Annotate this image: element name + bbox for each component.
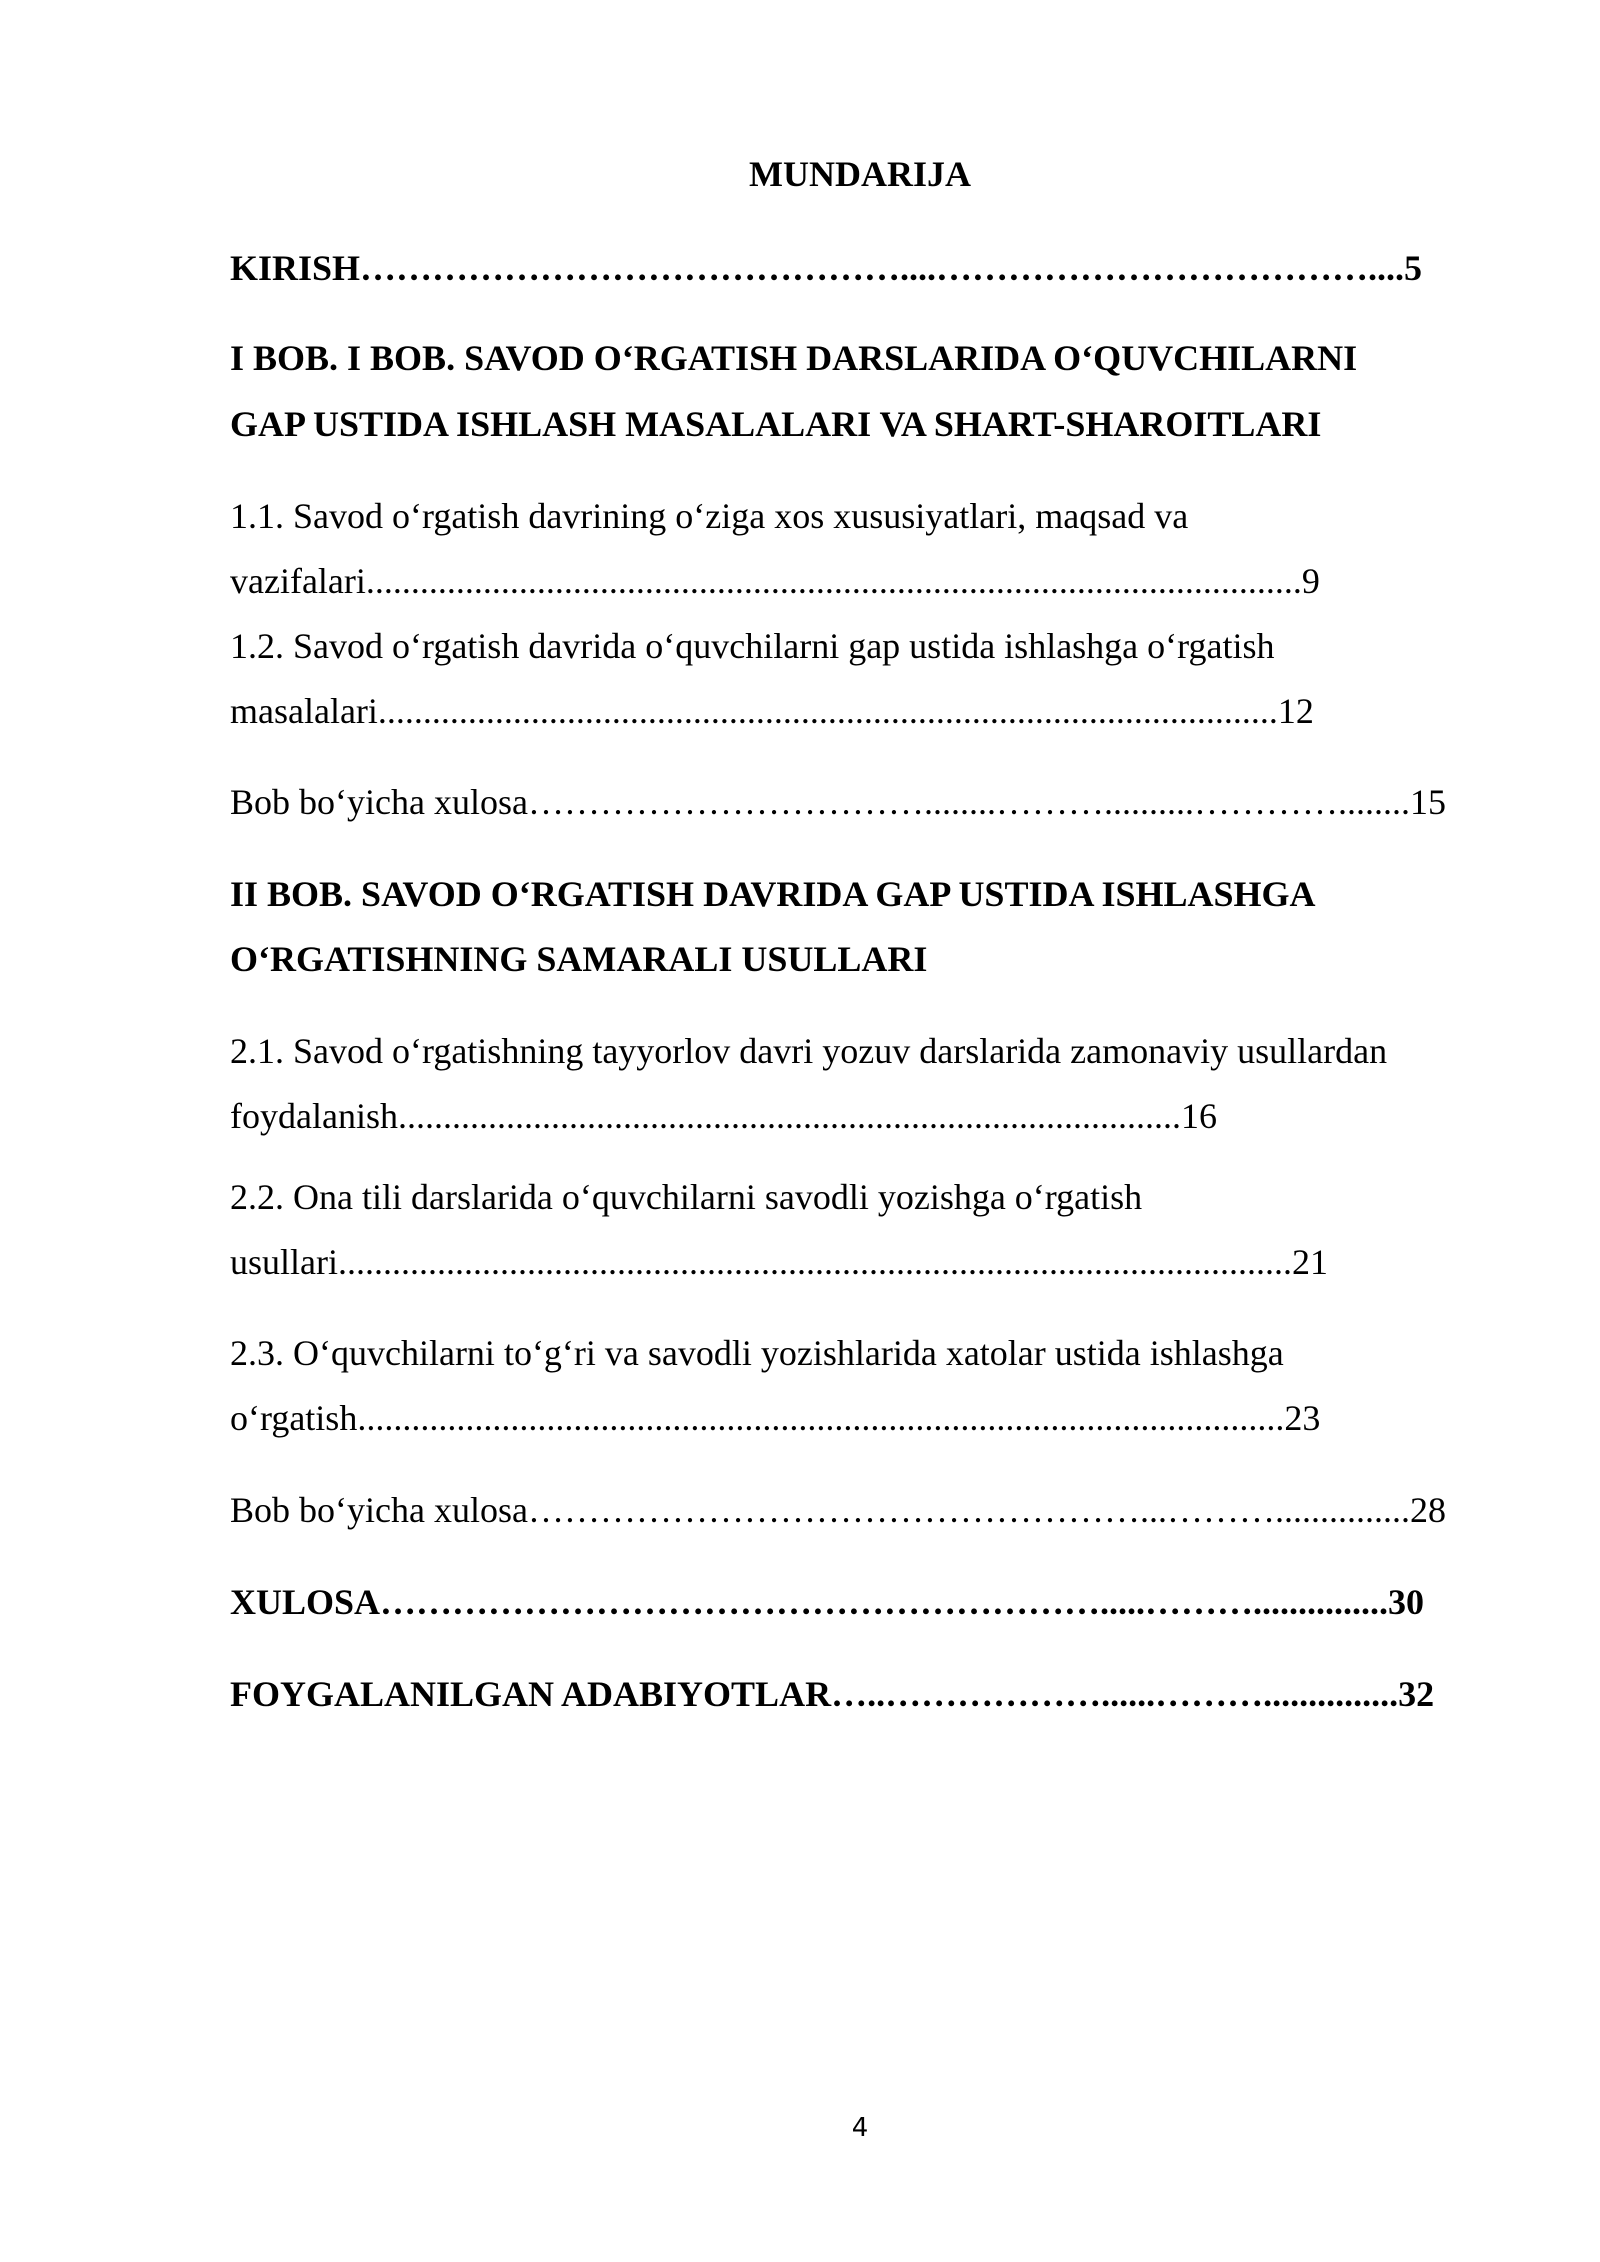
page-title: MUNDARIJA	[749, 154, 971, 194]
toc-section-2-2-line-1: 2.2. Ona tili darslarida o‘quvchilarni savodli yozishga o‘rgatish	[230, 1177, 1143, 1217]
toc-chapter-2-line-2: O‘RGATISHNING SAMARALI USULLARI	[230, 939, 928, 979]
toc-chapter-1-line-2: GAP USTIDA ISHLASH MASALALARI VA SHART-SHAROITLARI	[230, 404, 1322, 444]
toc-chapter-2-line-1: II BOB. SAVOD O‘RGATISH DAVRIDA GAP USTIDA ISHLASHGA	[230, 874, 1316, 914]
toc-section-1-1-line-2: vazifalari........................................................................................................9	[230, 561, 1320, 601]
toc-section-2-2-line-2: usullari..........................................................................................................21	[230, 1242, 1328, 1282]
toc-entry-kirish: KIRISH………………………………………....………………………………....5	[230, 248, 1423, 288]
toc-chapter-1-conclusion: Bob bo‘yicha xulosa……………………………........………..........…………........15	[230, 782, 1446, 822]
toc-chapter-1-line-1: I BOB. I BOB. SAVOD O‘RGATISH DARSLARIDA O‘QUVCHILARNI	[230, 338, 1358, 378]
toc-section-2-3-line-1: 2.3. O‘quvchilarni to‘g‘ri va savodli yozishlarida xatolar ustida ishlashga	[230, 1333, 1284, 1373]
toc-section-1-2-line-1: 1.2. Savod o‘rgatish davrida o‘quvchilarni gap ustida ishlashga o‘rgatish	[230, 626, 1275, 666]
toc-entry-adabiyotlar: FOYGALANILGAN ADABIYOTLAR…..………………......………...............32	[230, 1674, 1435, 1714]
page-number: 4	[851, 2113, 869, 2143]
toc-entry-xulosa: XULOSA…………………………………………………….....………...............30	[230, 1582, 1425, 1622]
toc-section-2-3-line-2: o‘rgatish.......................................................................................................23	[230, 1398, 1321, 1438]
toc-section-2-1-line-2: foydalanish.......................................................................................16	[230, 1096, 1217, 1136]
toc-section-2-1-line-1: 2.1. Savod o‘rgatishning tayyorlov davri yozuv darslarida zamonaviy usullardan	[230, 1031, 1388, 1071]
toc-chapter-2-conclusion: Bob bo‘yicha xulosa……………………………………………...………...............28	[230, 1490, 1446, 1530]
toc-section-1-2-line-2: masalalari....................................................................................................12	[230, 691, 1314, 731]
toc-section-1-1-line-1: 1.1. Savod o‘rgatish davrining o‘ziga xos xususiyatlari, maqsad va	[230, 496, 1189, 536]
